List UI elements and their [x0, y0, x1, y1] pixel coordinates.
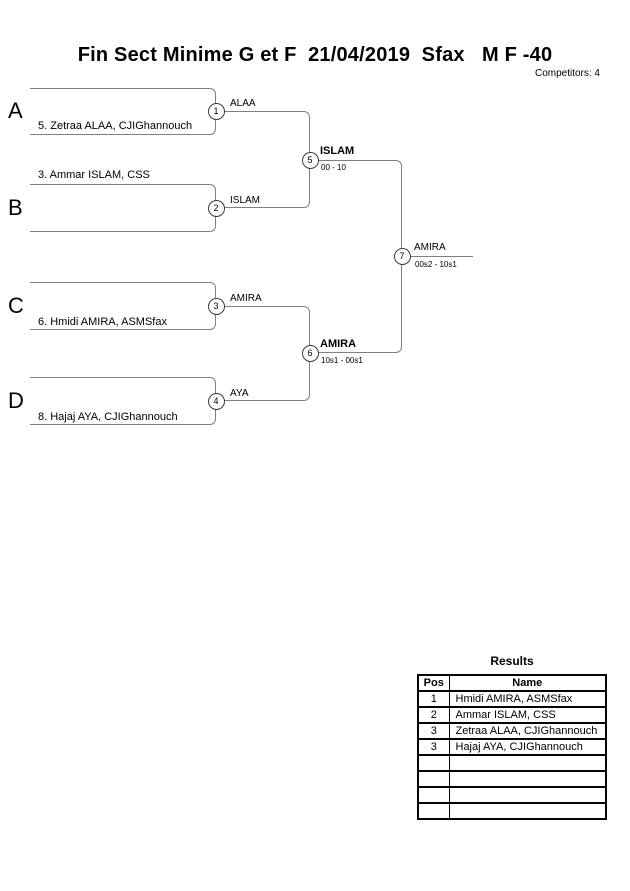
match-circle-2: 2 — [208, 200, 225, 217]
match-circle-7: 7 — [394, 248, 411, 265]
winner-label-match7: AMIRA — [414, 242, 446, 253]
results-row — [418, 787, 606, 803]
results-header-row — [418, 675, 606, 691]
winner-label-match5: ISLAM — [320, 145, 355, 157]
result-name — [449, 755, 606, 771]
winner-label-match1: ALAA — [230, 98, 256, 109]
results-row — [418, 803, 606, 819]
player-name-c: 6. Hmidi AMIRA, ASMSfax — [38, 316, 167, 328]
results-col-pos: Pos — [418, 675, 449, 691]
connector-round1-top — [216, 111, 310, 208]
result-name — [449, 787, 606, 803]
result-pos: 3 — [418, 739, 449, 755]
winner-label-match3: AMIRA — [230, 293, 262, 304]
results-title: Results — [490, 654, 534, 668]
result-pos: 2 — [418, 707, 449, 723]
section-letter-d: D — [8, 388, 24, 413]
bracket-slot-b — [30, 184, 216, 232]
result-name — [449, 803, 606, 819]
player-name-a: 5. Zetraa ALAA, CJIGhannouch — [38, 120, 193, 132]
result-name: Ammar ISLAM, CSS — [449, 707, 606, 723]
player-name-b: 3. Ammar ISLAM, CSS — [38, 169, 150, 181]
result-pos — [418, 787, 449, 803]
match-circle-5: 5 — [302, 152, 319, 169]
score-match7: 00s2 - 10s1 — [415, 260, 457, 269]
connector-semifinals — [310, 160, 402, 353]
results-row — [418, 755, 606, 771]
results-row — [418, 771, 606, 787]
result-pos: 3 — [418, 723, 449, 739]
result-name: Hmidi AMIRA, ASMSfax — [449, 691, 606, 707]
result-name — [449, 771, 606, 787]
section-letter-c: C — [8, 293, 24, 318]
match-circle-1: 1 — [208, 103, 225, 120]
match-circle-4: 4 — [208, 393, 225, 410]
page-title: Fin Sect Minime G et F 21/04/2019 Sfax M F -40 — [77, 44, 553, 66]
results-row — [418, 691, 606, 707]
match-circle-6: 6 — [302, 345, 319, 362]
final-winner-line — [402, 256, 473, 257]
match-circle-3: 3 — [208, 298, 225, 315]
connector-round1-bottom — [216, 306, 310, 401]
winner-label-match4: AYA — [230, 388, 249, 399]
result-pos — [418, 803, 449, 819]
winner-label-match2: ISLAM — [230, 195, 261, 206]
section-letter-a: A — [8, 98, 23, 123]
competitors-count: Competitors: 4 — [534, 68, 600, 79]
results-row — [418, 707, 606, 723]
winner-label-match6: AMIRA — [320, 338, 357, 350]
result-name: Hajaj AYA, CJIGhannouch — [449, 739, 606, 755]
section-letter-b: B — [8, 195, 23, 220]
results-row — [418, 723, 606, 739]
results-table — [417, 674, 607, 820]
score-match6: 10s1 - 00s1 — [321, 356, 363, 365]
result-name: Zetraa ALAA, CJIGhannouch — [449, 723, 606, 739]
result-pos: 1 — [418, 691, 449, 707]
results-row — [418, 739, 606, 755]
result-pos — [418, 755, 449, 771]
results-col-name: Name — [449, 675, 606, 691]
score-match5: 00 - 10 — [321, 163, 346, 172]
player-name-d: 8. Hajaj AYA, CJIGhannouch — [38, 411, 178, 423]
result-pos — [418, 771, 449, 787]
